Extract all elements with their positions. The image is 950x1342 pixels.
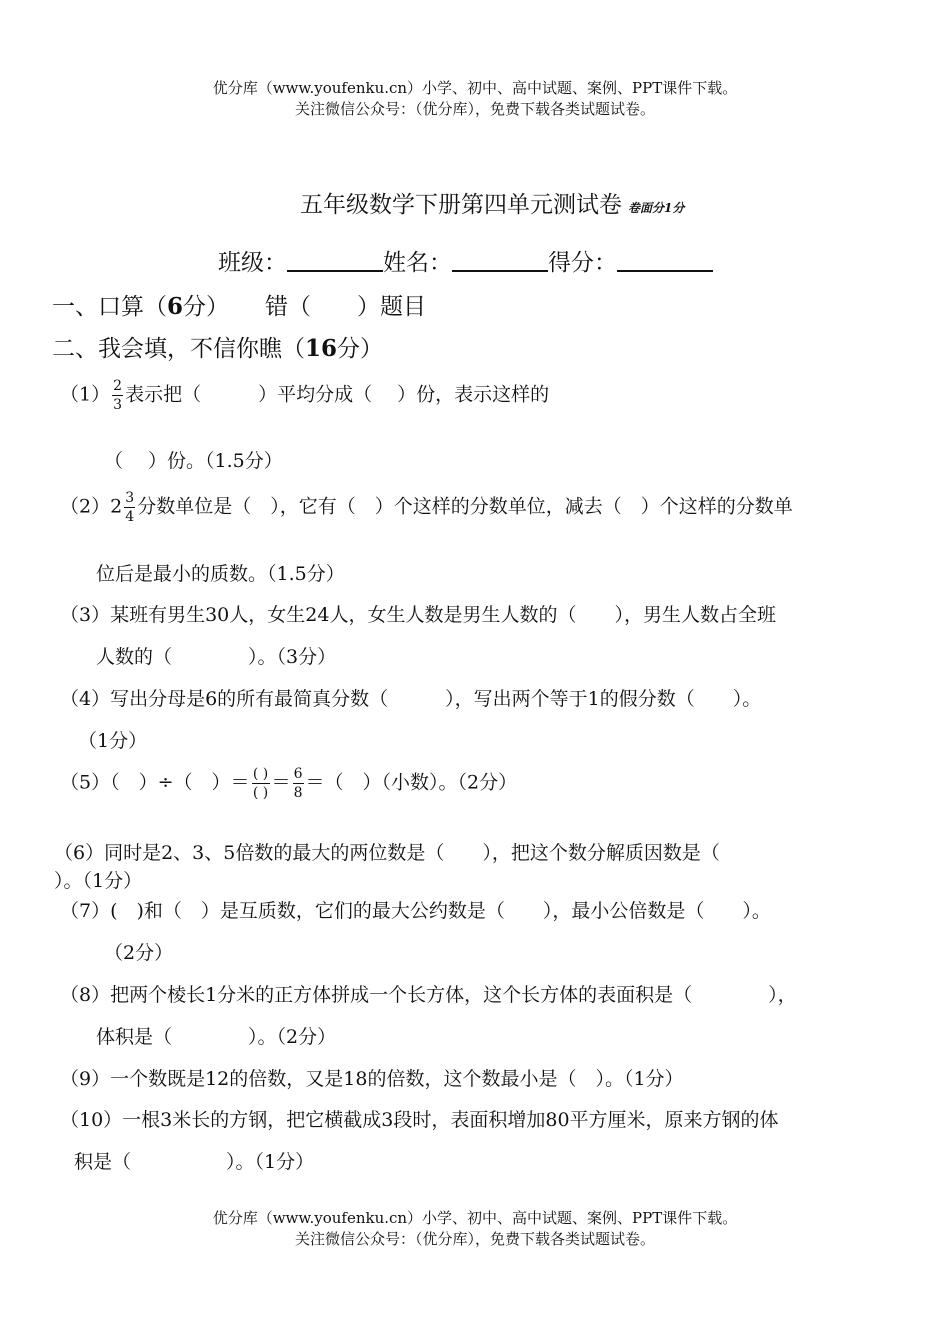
score-label: 得分：	[548, 250, 617, 276]
title-text: 五年级数学下册第四单元测试卷	[300, 192, 622, 218]
question-9: （9）一个数既是12的倍数，又是18的倍数，这个数最小是（ ）。（1分）	[60, 1068, 684, 1090]
section-2-points: 16	[305, 335, 338, 362]
question-7-line-2: （2分）	[104, 942, 174, 964]
class-label: 班级：	[218, 250, 287, 276]
q1-text: 表示把（ ）平均分成（ ）份，表示这样的	[125, 383, 550, 406]
section-1-prefix: 一、口算（	[52, 294, 167, 320]
q2-number: （2）	[60, 495, 111, 518]
question-2-line-2: 位后是最小的质数。（1.5分）	[96, 563, 345, 585]
footer-line-1: 优分库（www.youfenku.cn）小学、初中、高中试题、案例、PPT课件下载。	[212, 1209, 738, 1227]
section-1-wrong-count: 错（ ）题目	[265, 294, 427, 320]
score-field[interactable]	[617, 248, 713, 272]
question-10-line-2: 积是（ ）。（1分）	[74, 1151, 315, 1173]
name-label: 姓名：	[383, 250, 452, 276]
question-1	[60, 378, 549, 413]
q5-equals: ＝	[271, 771, 291, 794]
question-8: （8）把两个棱长1分米的正方体拼成一个长方体，这个长方体的表面积是（ ），	[60, 984, 797, 1006]
question-10: （10）一根3米长的方钢，把它横截成3段时，表面积增加80平方厘米，原来方钢的体	[60, 1109, 779, 1131]
question-7: （7）( )和（ ）是互质数，它们的最大公约数是（ ），最小公倍数是（ ）。	[60, 900, 771, 922]
q5-frac-numerator: 6	[293, 766, 303, 782]
section-2-suffix: 分）	[337, 336, 384, 362]
q5-frac-denominator: 8	[293, 785, 303, 801]
question-4-line-2: （1分）	[78, 730, 148, 752]
question-2	[60, 490, 793, 525]
q1-fraction	[112, 378, 123, 413]
q2-whole: 2	[110, 495, 123, 518]
q2-text: 分数单位是（ ），它有（ ）个这样的分数单位，减去（ ）个这样的分数单	[137, 495, 793, 518]
q5-blank-numerator: ( )	[252, 766, 269, 782]
q1-frac-denominator: 3	[113, 397, 123, 413]
question-6-line-2: ）。（1分）	[54, 870, 143, 892]
q2-fraction	[124, 490, 135, 525]
question-6: （6）同时是2、3、5倍数的最大的两位数是（ ），把这个数分解质因数是（	[54, 842, 720, 864]
question-3-line-2: 人数的（ ）。（3分）	[96, 646, 337, 668]
q5-part-1: （ ）÷（ ）＝	[110, 771, 250, 794]
q5-blank-denominator: ( )	[252, 785, 269, 801]
header-line-2: 关注微信公众号：（优分库），免费下载各类试题试卷。	[294, 100, 655, 118]
info-line	[218, 244, 713, 277]
question-5	[60, 766, 517, 801]
question-3: （3）某班有男生30人，女生24人，女生人数是男生人数的（ ），男生人数占全班	[60, 604, 776, 626]
section-2-heading	[52, 330, 383, 363]
question-8-line-2: 体积是（ ）。（2分）	[96, 1026, 337, 1048]
section-1-points: 6	[167, 293, 184, 320]
q5-part-2: ＝（ ）（小数）。（2分）	[305, 771, 518, 794]
footer-line-2: 关注微信公众号：（优分库），免费下载各类试题试卷。	[294, 1230, 655, 1248]
q5-fraction	[293, 766, 304, 801]
q1-number: （1）	[60, 383, 111, 406]
section-1-heading	[52, 288, 426, 321]
q2-frac-denominator: 4	[125, 509, 135, 525]
q2-frac-numerator: 3	[125, 490, 135, 506]
class-field[interactable]	[287, 248, 383, 272]
question-1-line-2: （ ）份。（1.5分）	[104, 450, 283, 472]
title-note: 卷面分1分	[628, 201, 685, 215]
section-2-prefix: 二、我会填，不信你瞧（	[52, 336, 305, 362]
header-line-1: 优分库（www.youfenku.cn）小学、初中、高中试题、案例、PPT课件下载。	[212, 79, 738, 97]
page-title	[300, 186, 684, 219]
q5-blank-fraction	[252, 766, 270, 801]
q5-number: （5）	[60, 771, 111, 794]
question-4: （4）写出分母是6的所有最简真分数（ ），写出两个等于1的假分数（ ）。	[60, 688, 762, 710]
section-1-suffix: 分）	[183, 294, 230, 320]
q1-frac-numerator: 2	[113, 378, 123, 394]
name-field[interactable]	[452, 248, 548, 272]
